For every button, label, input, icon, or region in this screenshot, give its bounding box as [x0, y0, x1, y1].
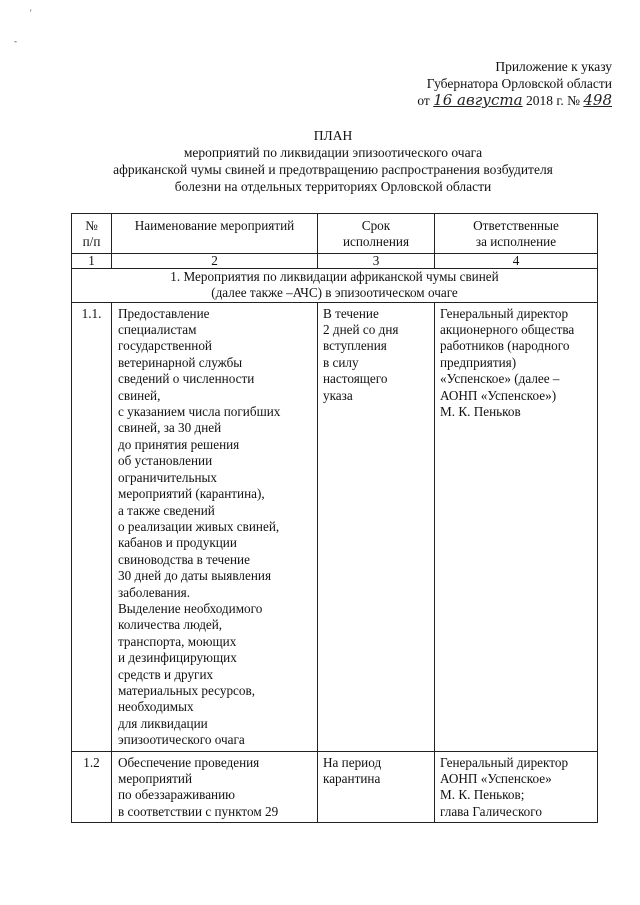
cell-line: свиноводства в течение: [118, 551, 250, 567]
cell-line: работников (народного: [440, 338, 570, 354]
cell-line: а также сведений: [118, 502, 215, 518]
cell-line: Выделение необходимого: [118, 600, 263, 616]
cell-line: акционерного общества: [440, 322, 575, 338]
cell-line: сведений о численности: [118, 371, 255, 387]
section-heading-line: 1. Мероприятия по ликвидации африканской чумы свиней: [170, 268, 499, 284]
responsible-text: [435, 751, 598, 823]
header-cell-name: [112, 214, 318, 254]
measure-text: [112, 302, 318, 751]
cell-line: Обеспечение проведения: [118, 754, 260, 770]
cell-line: свиней, за 30 дней: [118, 420, 222, 436]
section-heading-line: (далее также –АЧС) в эпизоотическом очаге: [211, 285, 458, 301]
plan-title: ПЛАН: [313, 128, 353, 143]
row-number: 1.2: [72, 751, 112, 823]
cell-line: транспорта, моющих: [118, 633, 237, 649]
cell-line: материальных ресурсов,: [118, 682, 256, 698]
cell-line: с указанием числа погибших: [118, 404, 281, 420]
row-number: 1.1.: [72, 302, 112, 751]
plan-subtitle-line: болезни на отдельных территориях Орловской области: [174, 179, 492, 194]
cell-line: 2 дней со дня: [323, 322, 399, 338]
cell-line: о реализации живых свиней,: [118, 518, 280, 534]
handwritten-number: 498: [583, 91, 612, 109]
responsible-text: [435, 302, 598, 751]
cell-line: Генеральный директор: [440, 305, 569, 321]
cell-line: государственной: [118, 338, 212, 354]
measure-text: [112, 751, 318, 823]
table-row: [72, 302, 598, 751]
cell-line: настоящего: [323, 371, 388, 387]
handwritten-date: 16 августа: [433, 91, 523, 109]
cell-line: карантина: [323, 771, 381, 786]
header-cell-term: [318, 214, 435, 254]
header-text: Срок: [361, 218, 391, 233]
column-number: 4: [435, 253, 598, 268]
table-header-row: [72, 214, 598, 254]
cell-line: Генеральный директор: [440, 754, 569, 770]
cell-line: заболевания.: [118, 584, 191, 600]
column-number: 3: [318, 253, 435, 268]
section-heading: [72, 268, 598, 302]
cell-line: ветеринарной службы: [118, 354, 243, 370]
header-text: исполнения: [342, 234, 410, 250]
document-heading: [40, 127, 626, 195]
table-row: [72, 751, 598, 823]
cell-line: эпизоотического очага: [118, 732, 245, 748]
corner-mark: ': [30, 8, 32, 18]
cell-line: об установлении: [118, 453, 213, 469]
header-cell-number: [72, 214, 112, 254]
cell-line: «Успенское» (далее –: [440, 371, 560, 387]
annex-year: 2018 г. №: [525, 93, 580, 108]
header-text: за исполнение: [475, 234, 557, 250]
column-number-row: [72, 253, 598, 268]
term-text: [318, 751, 435, 823]
cell-line: АОНП «Успенское»): [440, 387, 557, 403]
cell-line: ограничительных: [118, 469, 217, 485]
column-number: 1: [72, 253, 112, 268]
plan-subtitle-line: мероприятий по ликвидации эпизоотического очага: [183, 145, 483, 160]
cell-line: М. К. Пеньков: [440, 404, 521, 420]
header-text: Наименование мероприятий: [134, 218, 295, 233]
cell-line: специалистам: [118, 322, 197, 338]
cell-line: М. К. Пеньков;: [440, 787, 525, 803]
plan-table: [71, 213, 598, 823]
cell-line: Предоставление: [118, 305, 210, 321]
cell-line: мероприятий: [118, 771, 193, 786]
annex-date-prefix: от: [417, 93, 430, 108]
header-cell-responsible: [435, 214, 598, 254]
header-text: №: [85, 218, 98, 233]
column-number: 2: [112, 253, 318, 268]
cell-line: свиней,: [118, 387, 161, 403]
cell-line: 30 дней до даты выявления: [118, 568, 272, 584]
section-row: [72, 268, 598, 302]
cell-line: по обеззараживанию: [118, 787, 236, 803]
corner-mark: -: [14, 36, 17, 46]
cell-line: необходимых: [118, 699, 194, 715]
cell-line: предприятия): [440, 354, 517, 370]
cell-line: На период: [323, 754, 382, 770]
header-text: п/п: [82, 234, 101, 250]
cell-line: в силу: [323, 354, 359, 370]
plan-subtitle-line: африканской чумы свиней и предотвращению распространения возбудителя: [113, 162, 553, 177]
annex-block: [372, 58, 612, 109]
cell-line: средств и других: [118, 666, 214, 682]
cell-line: количества людей,: [118, 617, 223, 633]
cell-line: АОНП «Успенское»: [440, 771, 552, 786]
cell-line: вступления: [323, 338, 387, 354]
header-text: Ответственные: [473, 218, 559, 233]
cell-line: указа: [323, 387, 353, 403]
annex-line: Губернатора Орловской области: [426, 76, 612, 91]
annex-line: Приложение к указу: [495, 59, 612, 74]
term-text: [318, 302, 435, 751]
cell-line: В течение: [323, 305, 379, 321]
annex-date-line: [372, 92, 612, 109]
cell-line: кабанов и продукции: [118, 535, 237, 551]
cell-line: и дезинфицирующих: [118, 650, 237, 666]
cell-line: мероприятий (карантина),: [118, 486, 265, 502]
cell-line: глава Галического: [440, 803, 542, 819]
cell-line: для ликвидации: [118, 715, 208, 731]
cell-line: в соответствии с пунктом 29: [118, 803, 279, 819]
cell-line: до принятия решения: [118, 436, 240, 452]
